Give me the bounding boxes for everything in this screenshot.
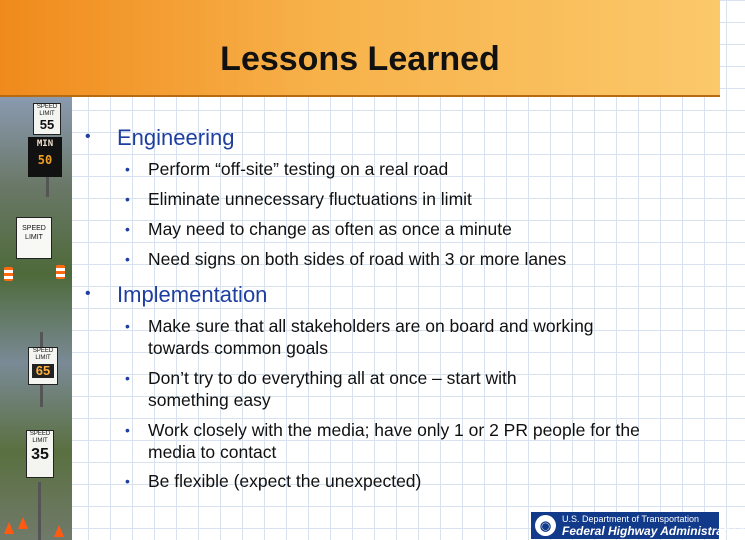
list-item-text: Don’t try to do everything all at once – start with something easy: [148, 368, 517, 410]
list-item-text: Eliminate unnecessary fluctuations in limit: [148, 189, 472, 209]
led-speed-display: [28, 137, 62, 177]
bullet-icon: •: [85, 285, 91, 302]
sign-label: SPEED LIMIT: [36, 104, 58, 117]
traffic-cone: [18, 517, 28, 529]
photo-strip: [0, 97, 72, 540]
slide-title: Lessons Learned: [220, 40, 500, 78]
led-label: MIN: [36, 139, 54, 149]
bullet-icon: •: [125, 370, 130, 386]
bullet-icon: •: [125, 191, 130, 207]
bullet-icon: •: [125, 318, 130, 334]
sign-value: 65: [32, 364, 54, 378]
logo-department: U.S. Department of Transportation: [562, 514, 700, 524]
sign-pole: [38, 482, 41, 540]
sign-label: SPEED LIMIT: [29, 431, 51, 444]
sign-value: 35: [31, 446, 49, 463]
construction-barrel: [56, 265, 65, 279]
fhwa-logo: [531, 512, 745, 539]
traffic-cone: [54, 525, 64, 537]
list-item-text: Perform “off-site” testing on a real road: [148, 159, 449, 179]
bullet-icon: •: [125, 422, 130, 438]
bullet-icon: •: [125, 473, 130, 489]
section-heading-text: Engineering: [117, 125, 235, 150]
list-item-text: Work closely with the media; have only 1 or 2 PR people for the media to contact: [148, 420, 640, 462]
title-bar: [0, 0, 720, 97]
speed-limit-sign: [26, 430, 54, 478]
section-heading-text: Implementation: [117, 282, 268, 307]
list-item-text: Need signs on both sides of road with 3 or more lanes: [148, 249, 567, 269]
led-value: 50: [37, 153, 53, 167]
bullet-icon: •: [125, 221, 130, 237]
construction-barrel: [4, 267, 13, 281]
bullet-icon: •: [85, 128, 91, 145]
bullet-icon: •: [125, 161, 130, 177]
speed-limit-sign: [33, 103, 61, 135]
bullet-icon: •: [125, 251, 130, 267]
traffic-cone: [4, 522, 14, 534]
list-item-text: Be flexible (expect the unexpected): [148, 471, 422, 491]
dot-emblem-icon: ◉: [535, 515, 556, 536]
list-item-text: May need to change as often as once a minute: [148, 219, 512, 239]
sign-label: SPEED LIMIT: [32, 348, 54, 361]
speed-limit-sign: [28, 347, 58, 385]
logo-agency: Federal Highway Administration: [562, 524, 745, 538]
trailer-speed-sign: [16, 217, 52, 259]
list-item-text: Make sure that all stakeholders are on board and working towards common goals: [148, 316, 594, 358]
sign-label: SPEED LIMIT: [22, 225, 46, 241]
sign-value: 55: [39, 117, 55, 132]
